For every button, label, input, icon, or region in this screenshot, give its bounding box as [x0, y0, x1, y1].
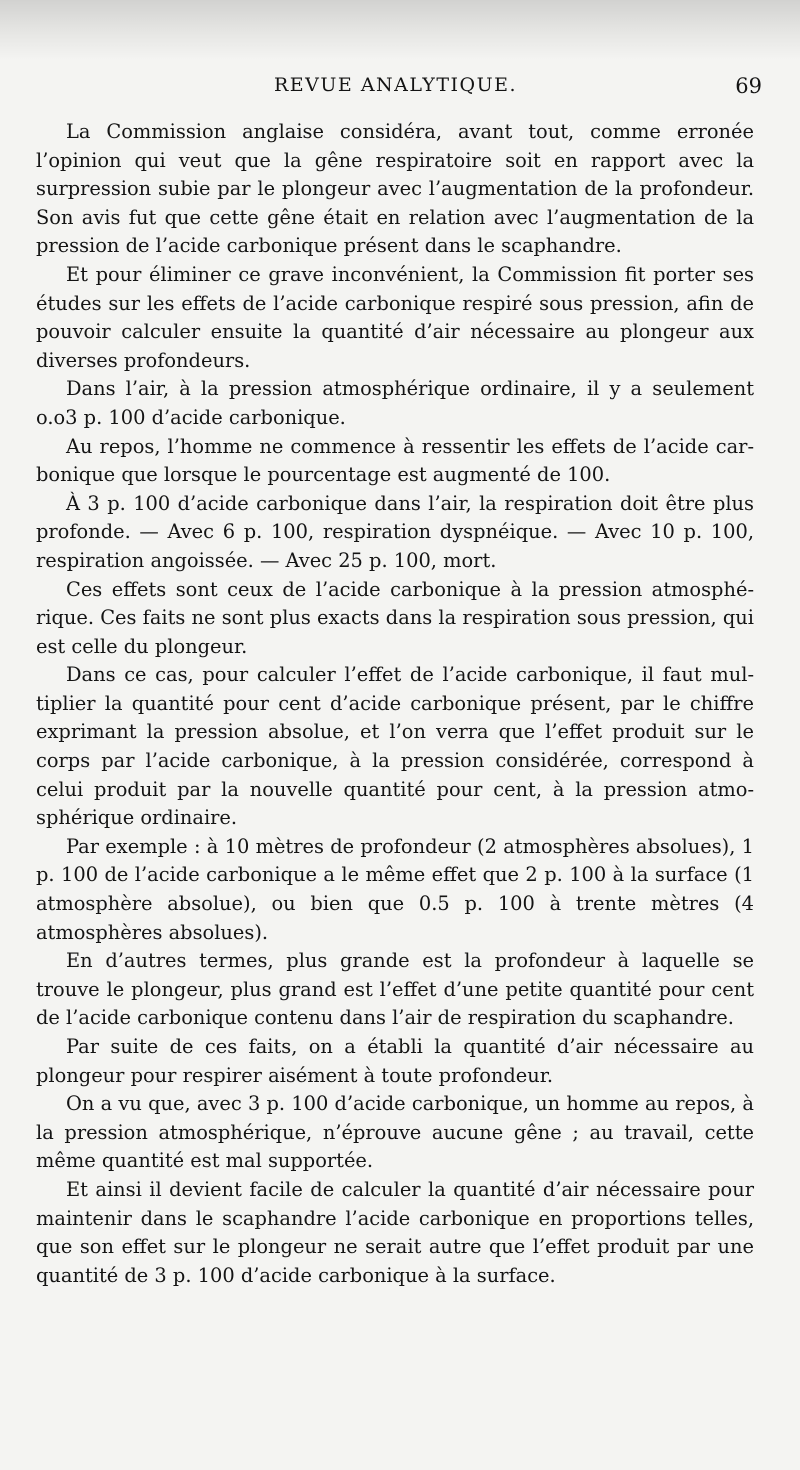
paragraph: La Commission anglaise considéra, avant tout, comme erronée l’opinion qui veut que la gêne respiratoire soit en rapport avec la surpression subie par le plongeur avec l’augmentation de la profondeur. Son avis fut que cette gêne était en relation avec l’augmentation de la pression de l’acide carbonique présent dans le scaphandre. [36, 120, 754, 258]
paragraph: En d’autres termes, plus grande est la profondeur à laquelle se trouve le plongeur, plus grand est l’effet d’une petite quantité pour cent de l’acide carbonique contenu dans l’air de respiration du scaphandre. [36, 949, 754, 1030]
paragraph: On a vu que, avec 3 p. 100 d’acide carbonique, un homme au repos, à la pression atmosphérique, n’éprouve aucune gêne ; au travail, cette même quantité est mal supportée. [36, 1092, 754, 1173]
paragraph: Dans l’air, à la pression atmosphérique ordinaire, il y a seulement o.o3 p. 100 d’acide carbonique. [36, 377, 754, 429]
paragraph: Par suite de ces faits, on a établi la quantité d’air nécessaire au plongeur pour respirer aisément à toute profondeur. [36, 1035, 754, 1087]
book-page [36, 70, 762, 1290]
running-header [36, 70, 762, 110]
scan-shadow [0, 0, 800, 60]
paragraph: Au repos, l’homme ne commence à ressentir les effets de l’acide carbonique que lorsque le pourcentage est augmenté de 100. [36, 434, 754, 487]
page-number: 69 [735, 74, 762, 98]
body-text [36, 118, 754, 1290]
paragraph: Et pour éliminer ce grave inconvénient, la Commission fit porter ses études sur les effets de l’acide carbonique respiré sous pression, afin de pouvoir calculer ensuite la quantité d’air nécessaire au plongeur aux diverses profondeurs. [36, 262, 754, 372]
paragraph: Et ainsi il devient facile de calculer la quantité d’air nécessaire pour maintenir dans le scaphandre l’acide carbonique en proportions telles, que son effet sur le plongeur ne serait autre que l’effet produit par une quantité de 3 p. 100 d’acide carbonique à la surface. [36, 1177, 754, 1287]
paragraph: Ces effets sont ceux de l’acide carbonique à la pression atmosphérique. Ces faits ne sont plus exacts dans la respiration sous pression, qui est celle du plongeur. [36, 577, 754, 658]
paragraph: À 3 p. 100 d’acide carbonique dans l’air, la respiration doit être plus profonde. — Avec 6 p. 100, respiration dyspnéique. — Avec 10 p. 100, respiration angoissée. — Avec 25 p. 100, mort. [36, 491, 754, 572]
running-title: REVUE ANALYTIQUE. [274, 74, 518, 96]
paragraph: Dans ce cas, pour calculer l’effet de l’acide carbonique, il faut multiplier la quantité pour cent d’acide carbonique présent, par le chiffre exprimant la pression absolue, et l’on verra que l’effet produit sur le corps par l’acide carbonique, à la pression considérée, correspond à celui produit par la nouvelle quantité pour cent, à la pression atmosphérique ordinaire. [36, 663, 754, 830]
paragraph: Par exemple : à 10 mètres de profondeur (2 atmosphères absolues), 1 p. 100 de l’acide carbonique a le même effet que 2 p. 100 à la surface (1 atmosphère absolue), ou bien que 0.5 p. 100 à trente mètres (4 atmosphères absolues). [36, 834, 754, 944]
